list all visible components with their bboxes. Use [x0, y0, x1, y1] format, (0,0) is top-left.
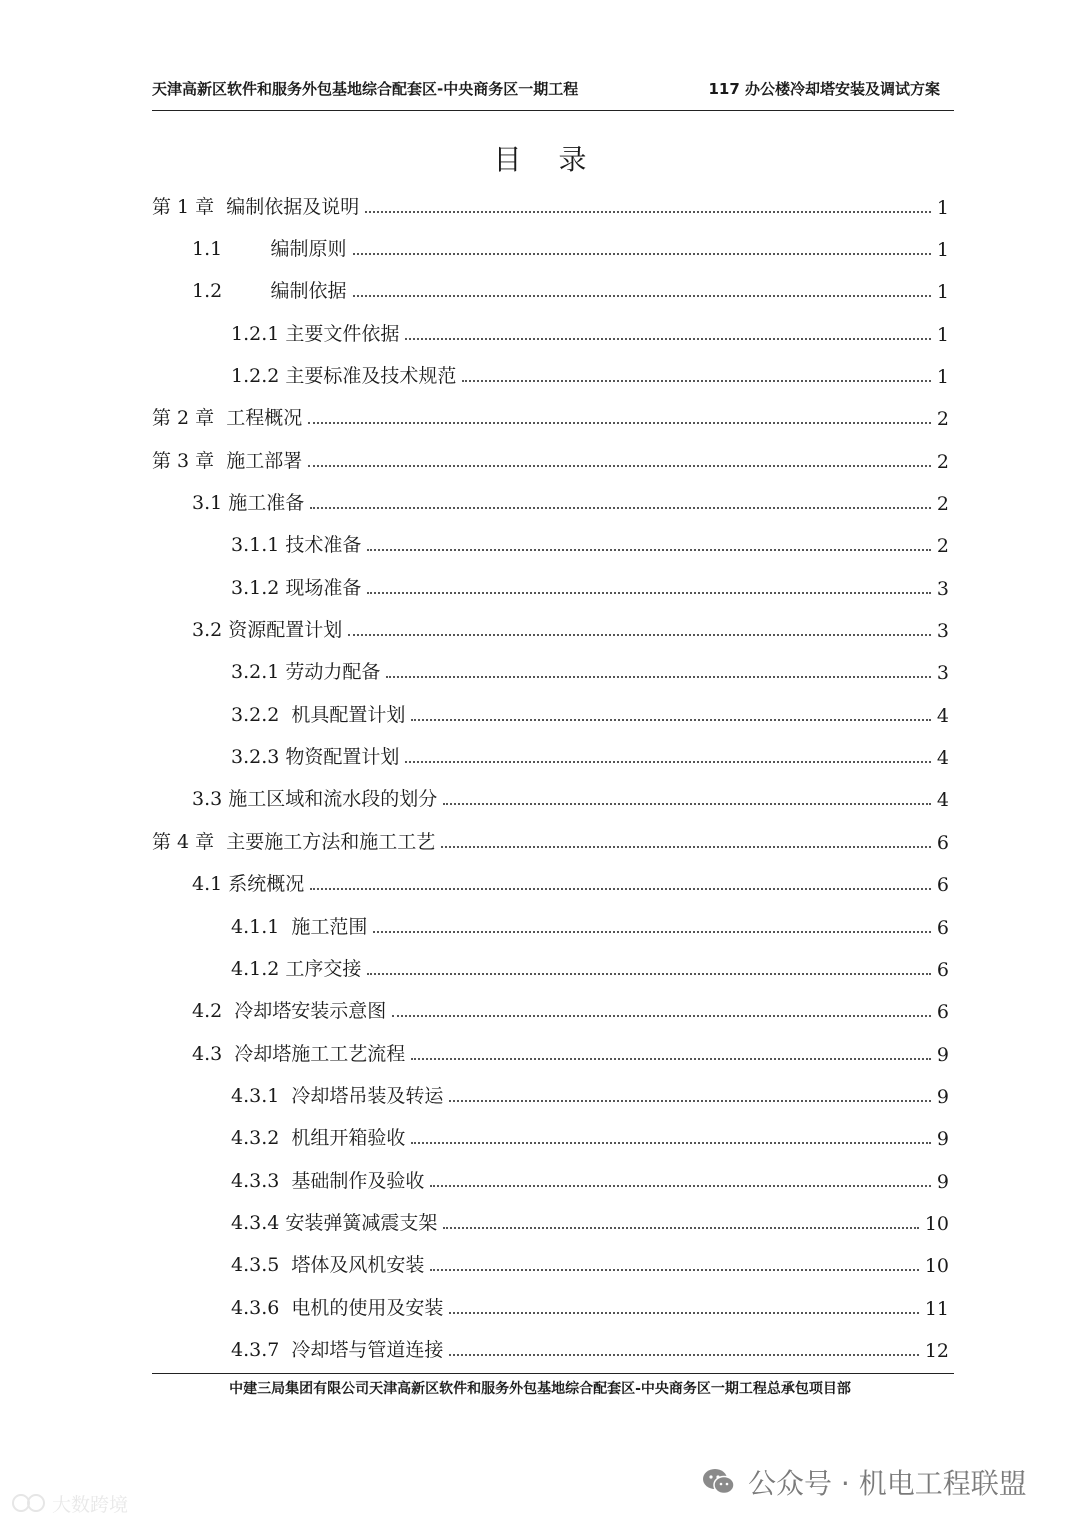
toc-entry-page: 6 — [936, 874, 949, 896]
toc-entry[interactable] — [192, 866, 949, 896]
header-project-name: 天津高新区软件和服务外包基地综合配套区-中央商务区一期工程 — [152, 80, 579, 98]
toc-entry[interactable] — [231, 358, 949, 388]
toc-entry-label: 3.2.3 物资配置计划 — [231, 746, 400, 768]
toc-entry-page: 10 — [924, 1255, 949, 1277]
toc-entry-label: 3.2.1 劳动力配备 — [231, 661, 381, 683]
toc-leader — [308, 465, 931, 467]
toc-entry-page: 2 — [936, 493, 949, 515]
toc-entry[interactable] — [152, 824, 949, 854]
toc-leader — [405, 338, 931, 340]
toc-entry[interactable] — [231, 570, 949, 600]
corner-watermark-text: 大数跨境 — [52, 1493, 129, 1516]
toc-entry[interactable] — [231, 1078, 949, 1108]
wechat-icon — [702, 1467, 736, 1497]
toc-entry-label: 1.2.2 主要标准及技术规范 — [231, 365, 457, 387]
toc-leader — [443, 803, 931, 805]
toc-entry-label: 3.2.2 机具配置计划 — [231, 704, 406, 726]
toc-entry-page: 10 — [924, 1213, 949, 1235]
page-footer: 中建三局集团有限公司天津高新区软件和服务外包基地综合配套区-中央商务区一期工程总承包项目部 — [229, 1381, 851, 1397]
wechat-watermark-text: 公众号 · 机电工程联盟 — [748, 1467, 1027, 1500]
toc-entry-page: 12 — [924, 1340, 949, 1362]
toc-entry[interactable] — [231, 316, 949, 346]
toc-entry-label: 4.3.7 冷却塔与管道连接 — [231, 1339, 444, 1361]
toc-entry[interactable] — [231, 1290, 949, 1320]
toc-entry-page: 9 — [936, 1044, 949, 1066]
header-document-title: 117 办公楼冷却塔安装及调试方案 — [708, 80, 940, 98]
toc-entry[interactable] — [192, 781, 949, 811]
toc-leader — [449, 1100, 930, 1102]
toc-leader — [430, 1185, 930, 1187]
toc-leader — [373, 931, 930, 933]
header-divider — [152, 110, 954, 111]
toc-entry-label: 4.3 冷却塔施工工艺流程 — [192, 1043, 406, 1065]
toc-leader — [310, 888, 931, 890]
toc-entry-page: 6 — [936, 1001, 949, 1023]
toc-leader — [405, 761, 931, 763]
toc-leader — [449, 1354, 918, 1356]
page-title: 目 录 — [493, 143, 601, 176]
toc-entry-page: 6 — [936, 959, 949, 981]
toc-leader — [367, 973, 931, 975]
toc-entry-label: 4.3.2 机组开箱验收 — [231, 1127, 406, 1149]
toc-entry-page: 3 — [936, 578, 949, 600]
toc-leader — [308, 422, 931, 424]
toc-entry-page: 9 — [936, 1171, 949, 1193]
toc-leader — [411, 719, 930, 721]
toc-entry-label: 3.1.2 现场准备 — [231, 577, 362, 599]
toc-entry[interactable] — [231, 1332, 949, 1362]
toc-entry-page: 1 — [936, 366, 949, 388]
toc-leader — [310, 507, 931, 509]
toc-entry-page: 1 — [936, 197, 949, 219]
toc-entry-page: 4 — [936, 747, 949, 769]
toc-entry-label: 第 3 章 施工部署 — [152, 450, 303, 472]
toc-entry-label: 第 1 章 编制依据及说明 — [152, 196, 360, 218]
corner-watermark — [10, 1488, 128, 1518]
toc-entry-page: 11 — [924, 1298, 949, 1320]
toc-leader — [430, 1269, 918, 1271]
toc-entry-label: 4.3.1 冷却塔吊装及转运 — [231, 1085, 444, 1107]
toc-entry[interactable] — [192, 231, 949, 261]
toc-entry-label: 4.3.5 塔体及风机安装 — [231, 1254, 425, 1276]
toc-entry[interactable] — [231, 1205, 949, 1235]
toc-leader — [367, 549, 931, 551]
toc-entry-page: 3 — [936, 620, 949, 642]
toc-entry-label: 4.3.4 安装弹簧减震支架 — [231, 1212, 438, 1234]
toc-entry-label: 4.2 冷却塔安装示意图 — [192, 1000, 387, 1022]
toc-entry-label: 3.2 资源配置计划 — [192, 619, 343, 641]
toc-leader — [353, 253, 931, 255]
toc-entry-page: 3 — [936, 662, 949, 684]
toc-leader — [462, 380, 931, 382]
toc-entry[interactable] — [152, 189, 949, 219]
toc-entry-page: 9 — [936, 1086, 949, 1108]
wechat-watermark — [702, 1460, 1027, 1504]
toc-entry[interactable] — [152, 400, 949, 430]
toc-entry[interactable] — [192, 993, 949, 1023]
toc-entry[interactable] — [192, 273, 949, 303]
toc-entry-label: 3.1.1 技术准备 — [231, 534, 362, 556]
toc-entry[interactable] — [192, 1036, 949, 1066]
toc-entry[interactable] — [231, 739, 949, 769]
toc-entry-page: 1 — [936, 281, 949, 303]
toc-entry[interactable] — [231, 1120, 949, 1150]
toc-entry[interactable] — [231, 951, 949, 981]
toc-entry[interactable] — [231, 909, 949, 939]
toc-entry-label: 第 2 章 工程概况 — [152, 407, 303, 429]
toc-entry[interactable] — [231, 1247, 949, 1277]
toc-entry-page: 1 — [936, 239, 949, 261]
toc-entry-label: 4.1.2 工序交接 — [231, 958, 362, 980]
toc-leader — [449, 1312, 918, 1314]
toc-entry-page: 4 — [936, 705, 949, 727]
toc-entry-label: 4.3.6 电机的使用及安装 — [231, 1297, 444, 1319]
toc-entry-label: 4.1.1 施工范围 — [231, 916, 368, 938]
logo-icon — [10, 1492, 48, 1514]
toc-entry[interactable] — [231, 527, 949, 557]
toc-leader — [411, 1058, 931, 1060]
toc-entry-page: 6 — [936, 832, 949, 854]
toc-leader — [353, 295, 931, 297]
toc-entry-label: 3.1 施工准备 — [192, 492, 305, 514]
toc-entry-page: 2 — [936, 408, 949, 430]
toc-entry-page: 4 — [936, 789, 949, 811]
toc-leader — [348, 634, 931, 636]
toc-leader — [443, 1227, 918, 1229]
toc-entry-label: 1.2.1 主要文件依据 — [231, 323, 400, 345]
toc-entry-label: 1.1 编制原则 — [192, 238, 347, 260]
toc-entry-label: 1.2 编制依据 — [192, 280, 347, 302]
toc-entry[interactable] — [231, 697, 949, 727]
toc-entry[interactable] — [231, 1163, 949, 1193]
toc-leader — [367, 592, 931, 594]
toc-entry[interactable] — [192, 485, 949, 515]
footer-divider — [152, 1373, 954, 1374]
toc-entry[interactable] — [192, 612, 949, 642]
toc-entry-label: 第 4 章 主要施工方法和施工工艺 — [152, 831, 436, 853]
toc-entry-page: 1 — [936, 324, 949, 346]
toc-leader — [441, 846, 931, 848]
toc-entry-label: 4.3.3 基础制作及验收 — [231, 1170, 425, 1192]
toc-leader — [386, 676, 931, 678]
toc-entry-page: 9 — [936, 1128, 949, 1150]
toc-entry-page: 2 — [936, 535, 949, 557]
toc-entry[interactable] — [231, 654, 949, 684]
toc-leader — [365, 211, 931, 213]
toc-entry[interactable] — [152, 443, 949, 473]
page-header — [152, 76, 954, 100]
toc-entry-page: 2 — [936, 451, 949, 473]
toc-leader — [411, 1142, 930, 1144]
toc-entry-label: 3.3 施工区域和流水段的划分 — [192, 788, 438, 810]
toc-entry-page: 6 — [936, 917, 949, 939]
toc-leader — [392, 1015, 931, 1017]
toc-entry-label: 4.1 系统概况 — [192, 873, 305, 895]
